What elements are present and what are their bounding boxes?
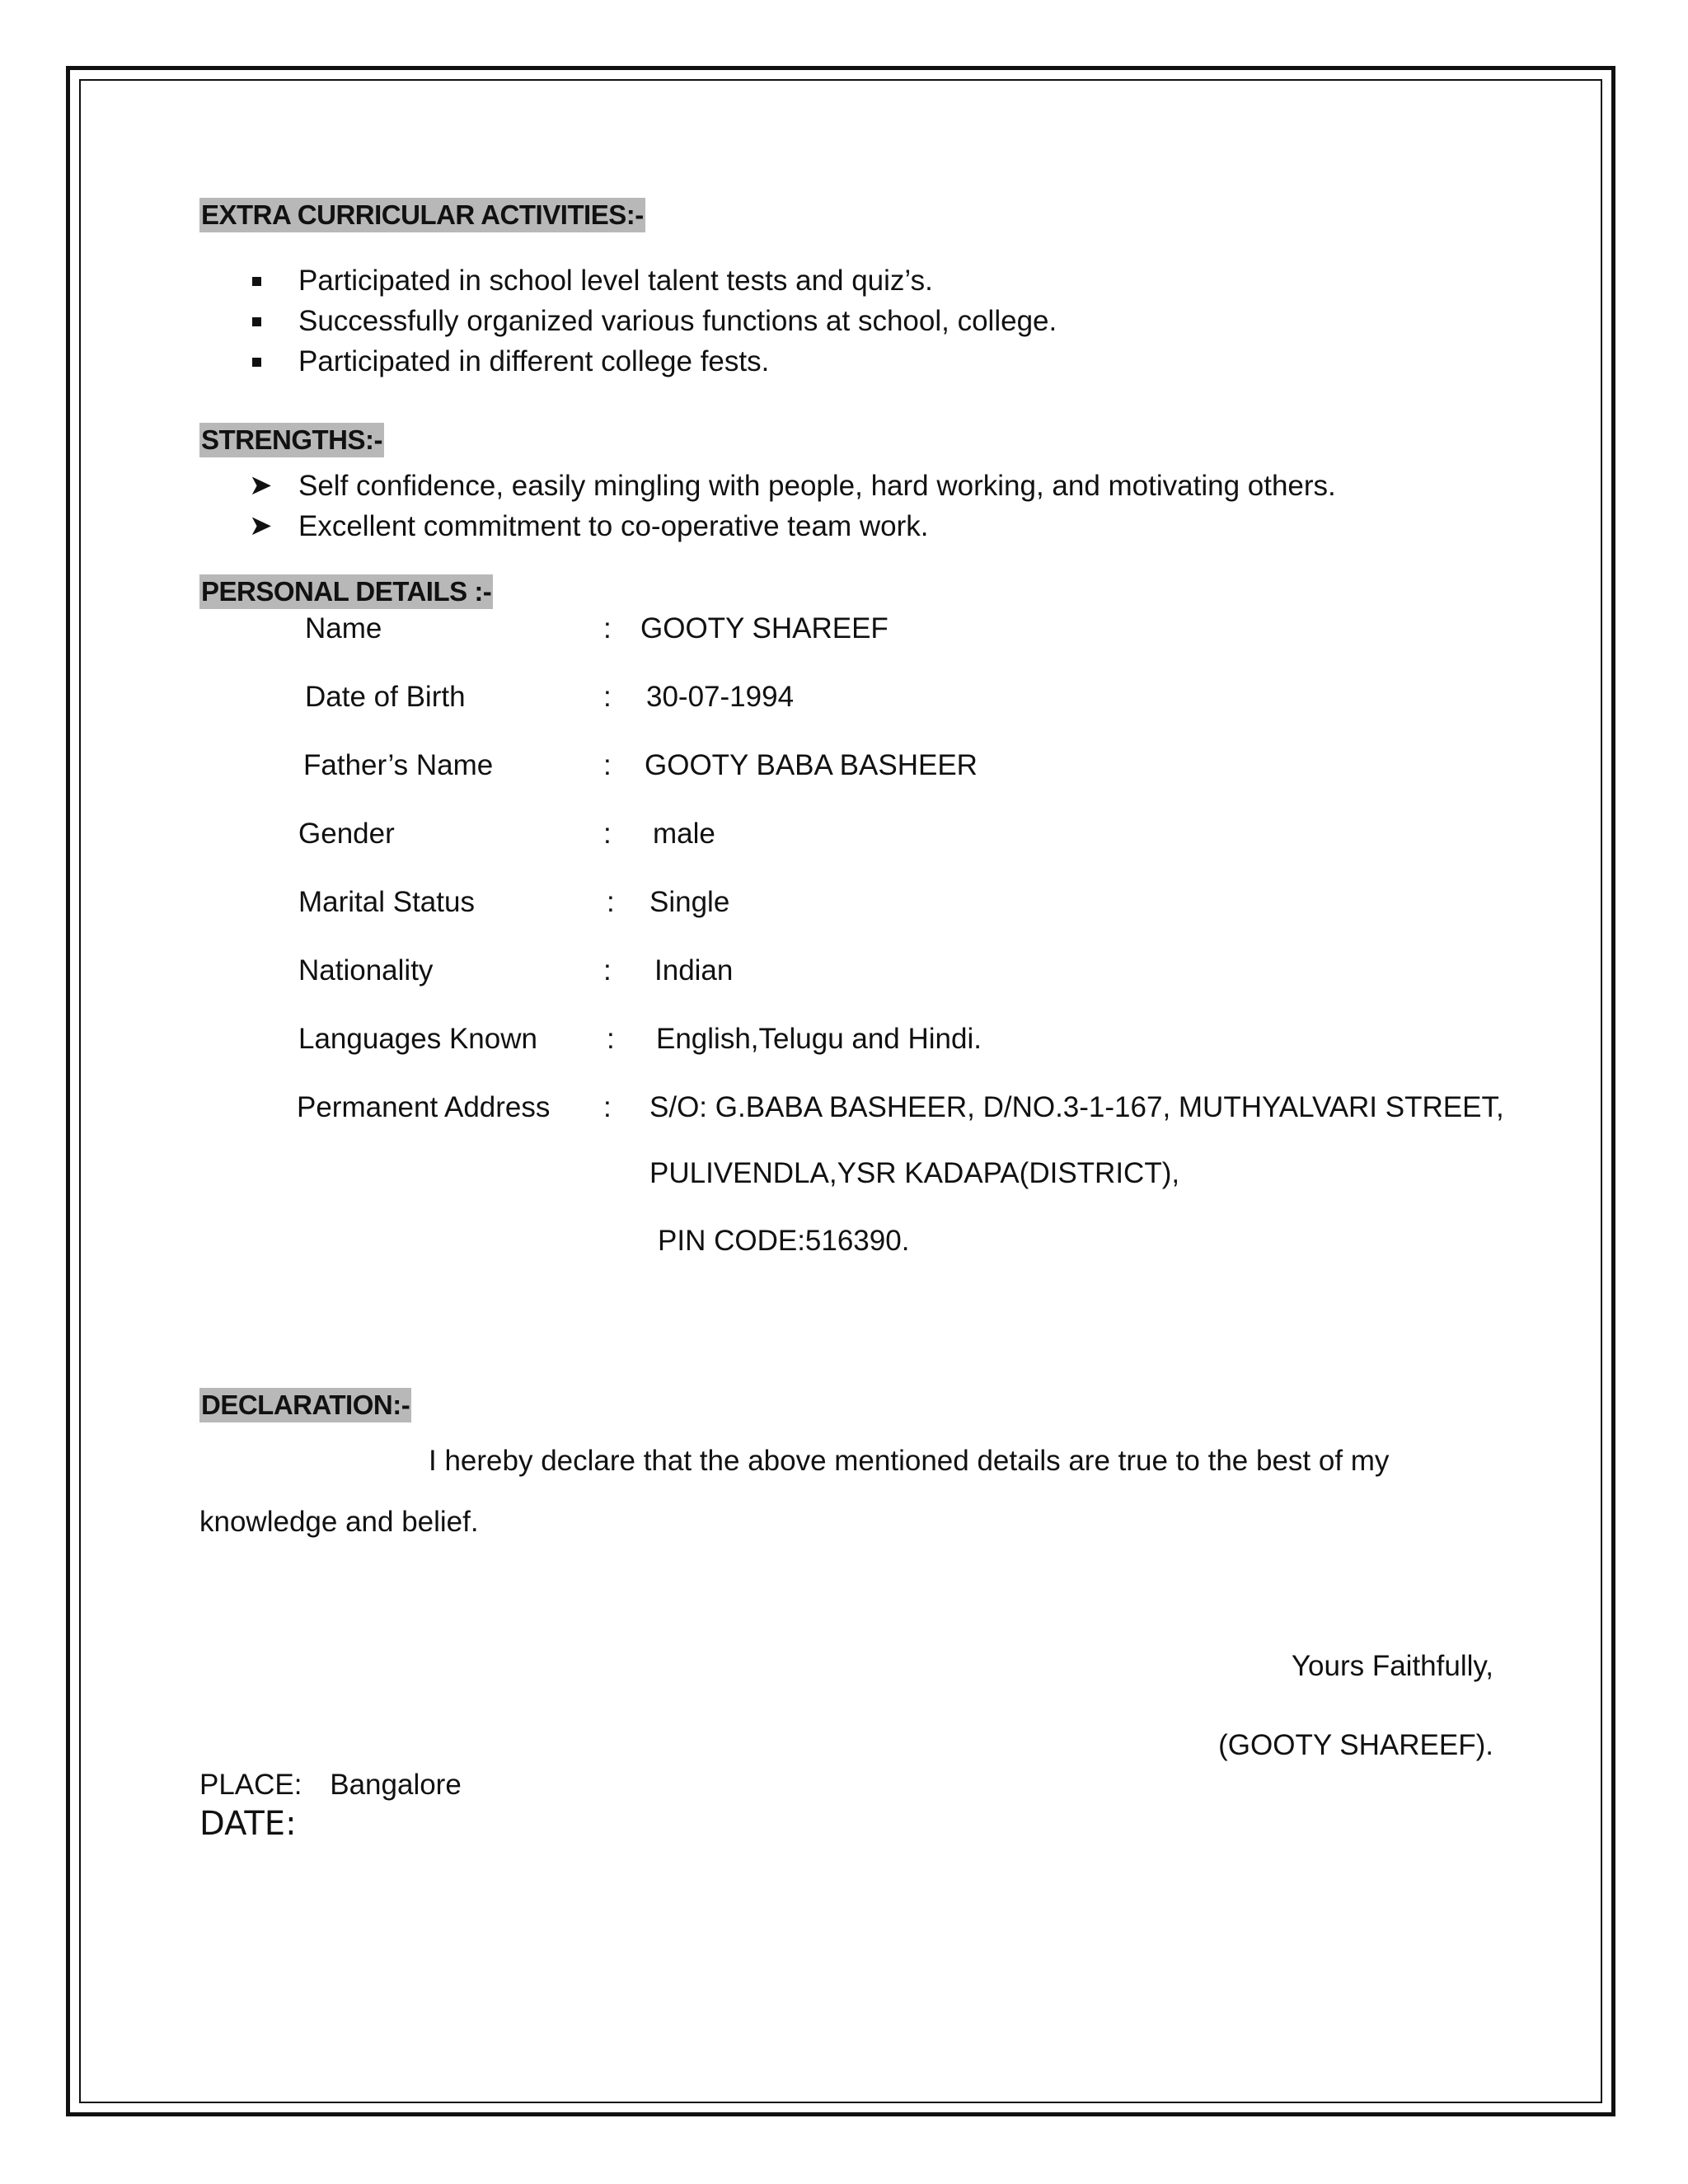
square-bullet-icon bbox=[252, 277, 261, 286]
list-item: Participated in different college fests. bbox=[199, 341, 1493, 382]
address-line-3: PIN CODE:516390. bbox=[658, 1225, 910, 1257]
extra-curricular-heading: EXTRA CURRICULAR ACTIVITIES:- bbox=[199, 198, 645, 232]
list-item: Participated in school level talent tests and quiz’s. bbox=[199, 260, 1493, 301]
strengths-heading: STRENGTHS:- bbox=[199, 423, 384, 457]
list-item: ➤ Excellent commitment to co-operative team work. bbox=[199, 506, 1493, 546]
strengths-list bbox=[199, 466, 1493, 546]
signature-name: (GOOTY SHAREEF). bbox=[1218, 1729, 1493, 1761]
place-value: Bangalore bbox=[330, 1769, 462, 1801]
resume-page bbox=[199, 198, 1504, 1843]
detail-row-name: Name : GOOTY SHAREEF bbox=[305, 612, 889, 644]
declaration-text: I hereby declare that the above mentioned details are true to the best of my knowledge and belief. bbox=[199, 1445, 1390, 1538]
detail-row-nationality: Nationality : Indian bbox=[298, 954, 734, 987]
closing-text: Yours Faithfully, bbox=[1291, 1650, 1493, 1682]
detail-row-marital-status: Marital Status : Single bbox=[298, 886, 730, 918]
detail-row-fathers-name: Father’s Name : GOOTY BABA BASHEER bbox=[303, 749, 978, 781]
declaration-heading: DECLARATION:- bbox=[199, 1388, 411, 1422]
personal-details-heading: PERSONAL DETAILS :- bbox=[199, 574, 493, 609]
address-line-2: PULIVENDLA,YSR KADAPA(DISTRICT), bbox=[649, 1157, 1180, 1189]
personal-details-table bbox=[199, 612, 1504, 1296]
detail-row-gender: Gender : male bbox=[298, 818, 715, 850]
place-label: PLACE: bbox=[199, 1769, 302, 1801]
place-line bbox=[199, 1769, 462, 1802]
list-item: Successfully organized various functions at school, college. bbox=[199, 301, 1493, 341]
list-item: ➤ Self confidence, easily mingling with people, hard working, and motivating others. bbox=[199, 466, 1493, 506]
detail-row-date-of-birth: Date of Birth : 30-07-1994 bbox=[305, 681, 795, 713]
square-bullet-icon bbox=[252, 358, 261, 367]
detail-row-languages: Languages Known : English,Telugu and Hindi. bbox=[298, 1023, 982, 1055]
square-bullet-icon bbox=[252, 317, 261, 326]
extra-curricular-list bbox=[199, 260, 1493, 382]
signature-block bbox=[199, 1553, 1493, 1843]
arrow-bullet-icon: ➤ bbox=[249, 510, 273, 541]
detail-row-address: Permanent Address : S/O: G.BABA BASHEER, D/NO.3-1-167, MUTHYALVARI STREET, PULIVENDLA,YSR KADAPA(DISTRICT), PIN CODE:516390. bbox=[297, 1091, 1504, 1257]
date-label: DATE: bbox=[199, 1805, 297, 1843]
arrow-bullet-icon: ➤ bbox=[249, 470, 273, 501]
